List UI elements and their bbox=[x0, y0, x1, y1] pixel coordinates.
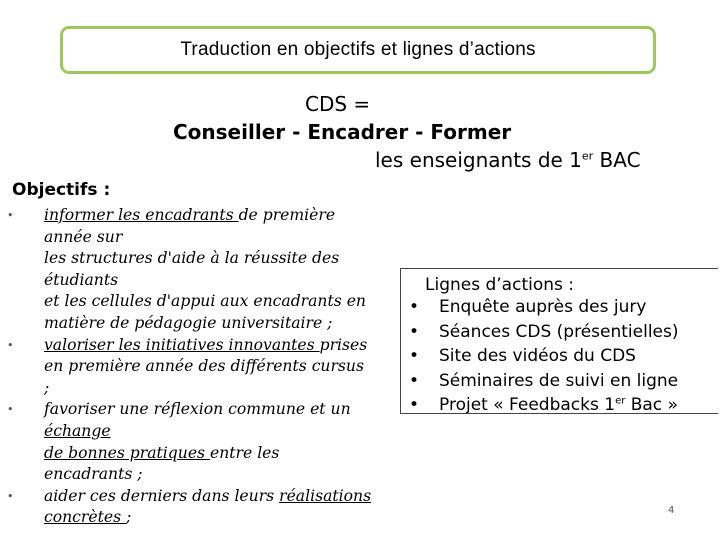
cds-label: CDS = bbox=[305, 92, 371, 116]
objective-segment: de bonnes pratiques bbox=[44, 443, 211, 462]
action-text bbox=[439, 371, 678, 391]
action-label: Site des vidéos du CDS bbox=[439, 346, 636, 366]
action-text bbox=[439, 395, 678, 414]
objective-line bbox=[44, 356, 394, 378]
objective-line bbox=[44, 248, 394, 270]
audience-sup: er bbox=[581, 149, 594, 163]
objective-line bbox=[44, 464, 394, 486]
objective-line bbox=[44, 335, 394, 357]
action-text bbox=[439, 346, 636, 366]
action-item bbox=[401, 395, 718, 414]
objective-segment: informer les encadrants bbox=[44, 206, 239, 224]
objective-line bbox=[44, 227, 394, 249]
audience-suffix: BAC bbox=[593, 148, 641, 172]
action-label: Enquête auprès des jury bbox=[439, 297, 647, 317]
objective-line bbox=[44, 443, 394, 465]
objective-line bbox=[44, 205, 394, 227]
objective-line bbox=[44, 291, 394, 313]
objective-text bbox=[44, 486, 394, 529]
objective-line bbox=[44, 399, 394, 421]
bullet-icon: • bbox=[409, 346, 420, 366]
action-item bbox=[401, 346, 718, 371]
objective-segment: aider ces derniers dans leurs bbox=[44, 486, 280, 505]
objective-text bbox=[44, 335, 394, 400]
bullet-icon: • bbox=[409, 297, 420, 317]
objective-segment: ; bbox=[126, 508, 132, 527]
action-text bbox=[439, 297, 646, 317]
bullet-icon: • bbox=[7, 338, 14, 352]
objective-segment: année sur bbox=[44, 227, 123, 246]
objective-line bbox=[44, 378, 394, 400]
audience-line bbox=[375, 148, 641, 172]
objective-segment: étudiants bbox=[44, 270, 119, 289]
objective-segment: en première année des différents cursus bbox=[44, 357, 364, 376]
action-sup: er bbox=[615, 395, 626, 407]
objective-line bbox=[44, 421, 394, 443]
action-item bbox=[401, 297, 718, 322]
slide-title: Traduction en objectifs et lignes d’actions bbox=[180, 39, 536, 60]
audience-text: les enseignants de 1 bbox=[375, 148, 582, 172]
actions-box bbox=[400, 268, 718, 414]
actions-heading: Lignes d’actions : bbox=[425, 275, 574, 295]
bullet-icon: • bbox=[409, 370, 420, 391]
actions-list bbox=[401, 297, 718, 414]
objective-segment: et les cellules d'appui aux encadrants en bbox=[44, 292, 366, 311]
objective-segment: échange bbox=[44, 421, 111, 440]
objective-segment: favoriser une réflexion commune et un bbox=[44, 400, 351, 419]
bullet-icon: • bbox=[7, 209, 14, 222]
action-label: Séances CDS (présentielles) bbox=[439, 321, 679, 342]
objective-line bbox=[44, 270, 394, 292]
objective-segment: concrètes bbox=[44, 508, 127, 527]
objective-segment: entre les bbox=[210, 443, 280, 462]
objective-segment: de première bbox=[238, 206, 336, 224]
objective-segment: réalisations bbox=[279, 486, 372, 505]
action-item bbox=[401, 371, 718, 396]
objective-segment: ; bbox=[44, 378, 50, 397]
objective-segment: les structures d'aide à la réussite des bbox=[44, 249, 340, 268]
objective-segment: valoriser les initiatives innovantes bbox=[44, 335, 320, 354]
objective-segment: matière de pédagogie universitaire ; bbox=[44, 313, 333, 332]
objective-line bbox=[44, 313, 394, 335]
action-label: Séminaires de suivi en ligne bbox=[439, 370, 679, 391]
bullet-icon: • bbox=[7, 403, 14, 417]
cds-definition: Conseiller - Encadrer - Former bbox=[173, 120, 512, 144]
bullet-icon: • bbox=[7, 489, 14, 503]
action-label: Projet « Feedbacks 1 bbox=[439, 395, 616, 414]
objective-segment: prises bbox=[319, 335, 368, 354]
objective-text bbox=[44, 205, 394, 335]
objective-line bbox=[44, 507, 394, 529]
objectives-heading: Objectifs : bbox=[12, 180, 111, 200]
action-item bbox=[401, 322, 718, 347]
title-box bbox=[60, 26, 656, 74]
bullet-icon: • bbox=[409, 321, 420, 342]
bullet-icon: • bbox=[409, 395, 420, 414]
objective-segment: encadrants ; bbox=[44, 465, 143, 484]
objective-text bbox=[44, 399, 394, 485]
objective-line bbox=[44, 486, 394, 508]
page-number: 4 bbox=[668, 505, 675, 516]
action-suffix: Bac » bbox=[625, 395, 678, 414]
action-text bbox=[439, 322, 679, 342]
